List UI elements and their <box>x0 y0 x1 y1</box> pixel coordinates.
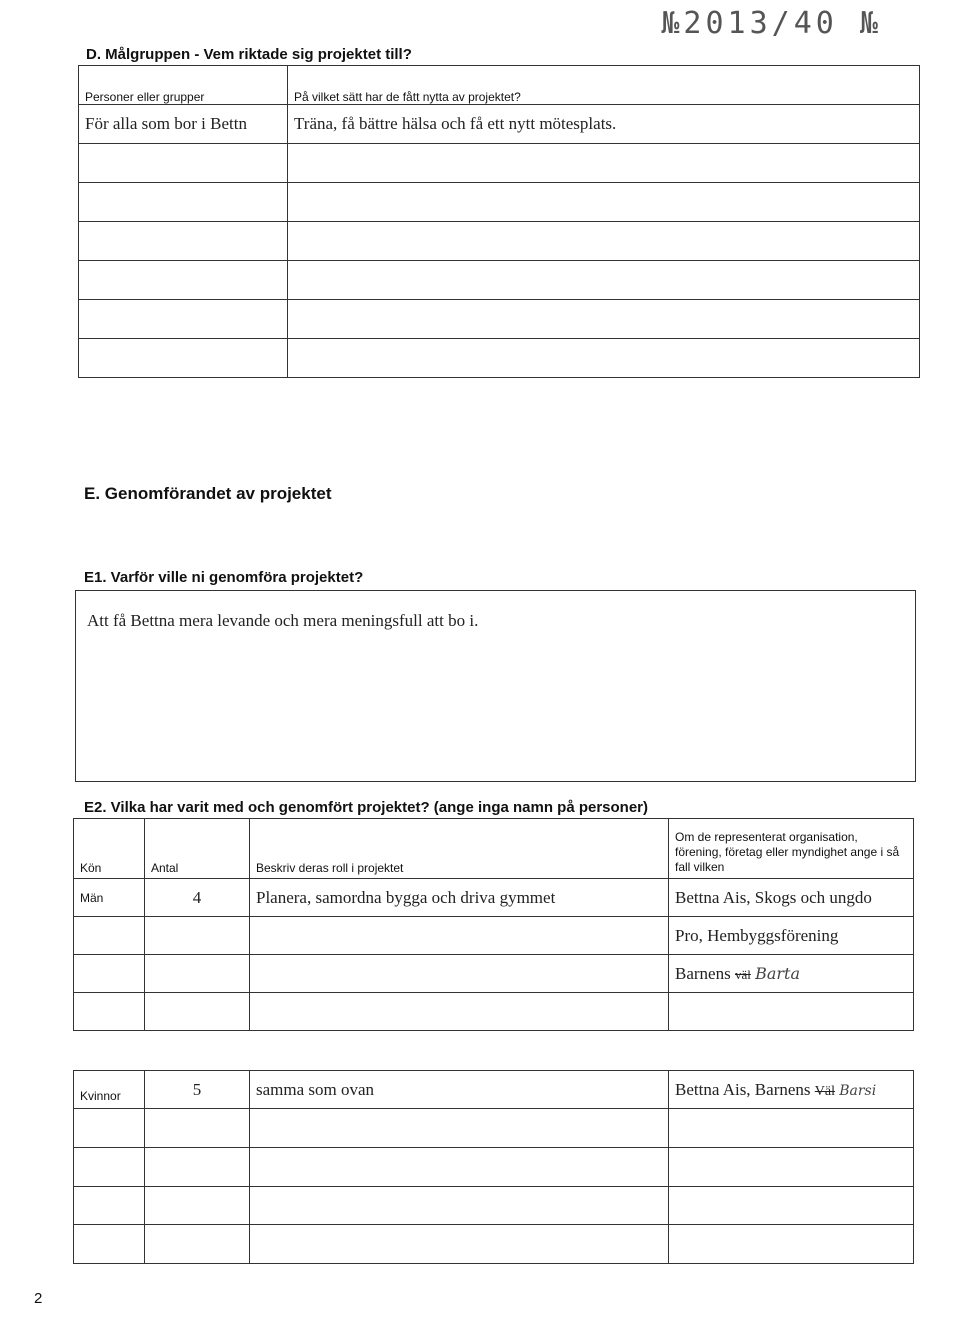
struck-text: Väl <box>814 1083 835 1099</box>
benefit-cell <box>288 222 920 261</box>
organisation-men-3 <box>669 955 914 993</box>
organisation-men-1: Bettna Ais, Skogs och ungdo <box>669 879 914 917</box>
benefit-cell <box>288 183 920 222</box>
organisation-cell <box>669 1187 914 1225</box>
header-benefit: På vilket sätt har de fått nytta av projektet? <box>288 66 920 105</box>
count-cell <box>145 993 250 1031</box>
target-group-cell <box>79 300 288 339</box>
role-cell <box>250 955 669 993</box>
gender-cell <box>74 917 145 955</box>
header-role: Beskriv deras roll i projektet <box>250 819 669 879</box>
benefit-cell <box>288 300 920 339</box>
gender-women: Kvinnor <box>74 1071 145 1109</box>
organisation-text: Bettna Ais, Barnens <box>675 1079 811 1099</box>
participants-men-table <box>73 818 914 1031</box>
target-group-cell <box>79 339 288 378</box>
organisation-cell <box>669 1148 914 1187</box>
role-men: Planera, samordna bygga och driva gymmet <box>250 879 669 917</box>
role-cell <box>250 1109 669 1148</box>
page-number: 2 <box>34 1290 43 1307</box>
role-women: samma som ovan <box>250 1071 669 1109</box>
e2-question: E2. Vilka har varit med och genomfört projektet? (ange inga namn på personer) <box>84 799 649 816</box>
gender-cell <box>74 1109 145 1148</box>
benefit-cell <box>288 339 920 378</box>
registration-stamp: №2013/40 № <box>661 6 882 41</box>
count-cell <box>145 1109 250 1148</box>
benefit-cell <box>288 144 920 183</box>
participants-women-table <box>73 1070 914 1264</box>
count-cell <box>145 955 250 993</box>
target-group-cell <box>79 144 288 183</box>
target-group-table <box>78 65 920 378</box>
section-e-heading: E. Genomförandet av projektet <box>84 484 332 503</box>
organisation-text: Barnens <box>675 963 731 983</box>
target-group-cell <box>79 261 288 300</box>
handwritten-correction: Barsi <box>839 1082 877 1099</box>
count-cell <box>145 917 250 955</box>
target-group-cell <box>79 183 288 222</box>
handwritten-correction: Barta <box>755 963 801 983</box>
organisation-cell <box>669 1225 914 1264</box>
benefit-cell <box>288 261 920 300</box>
header-persons-groups: Personer eller grupper <box>79 66 288 105</box>
target-group-cell <box>79 222 288 261</box>
gender-cell <box>74 993 145 1031</box>
struck-text: väl <box>734 966 751 982</box>
gender-cell <box>74 1148 145 1187</box>
header-gender: Kön <box>74 819 145 879</box>
gender-cell <box>74 1187 145 1225</box>
organisation-men-2: Pro, Hembyggsförening <box>669 917 914 955</box>
count-cell <box>145 1225 250 1264</box>
e1-question: E1. Varför ville ni genomföra projektet? <box>84 569 364 586</box>
header-organisation: Om de representerat organisation, förening, företag eller myndighet ange i så fall vilken <box>669 819 914 879</box>
target-group-cell: För alla som bor i Bettn <box>79 105 288 144</box>
gender-cell <box>74 955 145 993</box>
e1-answer: Att få Bettna mera levande och mera meningsfull att bo i. <box>87 611 479 630</box>
count-women: 5 <box>145 1071 250 1109</box>
benefit-cell: Träna, få bättre hälsa och få ett nytt mötesplats. <box>288 105 920 144</box>
gender-cell <box>74 1225 145 1264</box>
role-cell <box>250 1148 669 1187</box>
role-cell <box>250 993 669 1031</box>
count-cell <box>145 1187 250 1225</box>
organisation-women-1 <box>669 1071 914 1109</box>
role-cell <box>250 917 669 955</box>
e1-answer-box <box>75 590 916 782</box>
count-cell <box>145 1148 250 1187</box>
header-count: Antal <box>145 819 250 879</box>
gender-men: Män <box>74 879 145 917</box>
organisation-cell <box>669 993 914 1031</box>
role-cell <box>250 1225 669 1264</box>
organisation-cell <box>669 1109 914 1148</box>
section-d-heading: D. Målgruppen - Vem riktade sig projektet till? <box>86 46 412 63</box>
role-cell <box>250 1187 669 1225</box>
count-men: 4 <box>145 879 250 917</box>
